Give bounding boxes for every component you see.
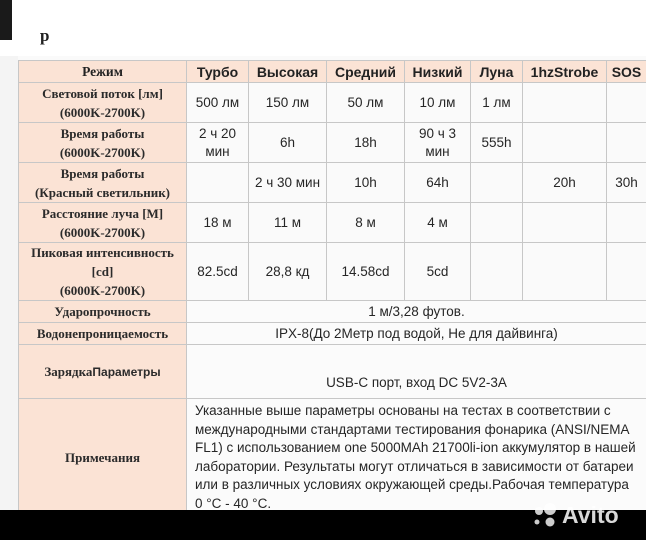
table-row	[19, 345, 646, 399]
top-band	[0, 0, 646, 56]
row-label-sub: (6000K-2700K)	[59, 104, 146, 120]
table-cell	[523, 203, 607, 243]
table-cell: 150 лм	[249, 83, 327, 123]
table-row	[19, 123, 646, 163]
dark-corner	[0, 0, 12, 40]
col-header-sos: SOS	[607, 61, 646, 83]
row-label-sub: (6000K-2700K)	[59, 144, 146, 160]
col-header-medium: Средний	[327, 61, 405, 83]
table-cell	[523, 243, 607, 301]
table-cell: 10h	[327, 163, 405, 203]
table-row	[19, 399, 646, 511]
table-cell: 5cd	[405, 243, 471, 301]
charging-label-a: Зарядка	[44, 363, 93, 379]
avito-wordmark: Avito	[562, 501, 619, 528]
table-cell: 18 м	[187, 203, 249, 243]
col-header-high: Высокая	[249, 61, 327, 83]
charging-label-b: Параметры	[92, 364, 161, 379]
table-row	[19, 203, 646, 243]
table-row	[19, 83, 646, 123]
table-row	[19, 323, 646, 345]
row-label-impact: Ударопрочность	[19, 301, 187, 323]
notes-value: Указанные выше параметры основаны на тестах в соответствии с международными стандартами тестирования фонарика (ANSI/NEMA FL1) с использованием one 5000MAh 21700li-ion аккумулятор в нашей лаборатории. Результаты могут отличаться в зависимости от батареи или в различных условиях окружающей среды.Рабочая температура 0 °C - 40 °C.	[187, 399, 646, 511]
left-margin-strip	[0, 56, 18, 510]
table-cell: 14.58cd	[327, 243, 405, 301]
col-header-turbo: Турбо	[187, 61, 249, 83]
table-cell: 10 лм	[405, 83, 471, 123]
table-cell	[471, 163, 523, 203]
table-cell: 90 ч 3 мин	[405, 123, 471, 163]
table-cell: 30h	[607, 163, 646, 203]
table-cell: 500 лм	[187, 83, 249, 123]
spec-table	[18, 60, 646, 510]
impact-value: 1 м/3,28 футов.	[187, 301, 646, 323]
table-cell: 11 м	[249, 203, 327, 243]
col-header-moon: Луна	[471, 61, 523, 83]
table-cell	[607, 203, 646, 243]
table-cell	[607, 83, 646, 123]
row-label	[19, 163, 187, 203]
col-header-low: Низкий	[405, 61, 471, 83]
table-cell	[471, 243, 523, 301]
table-cell: 6h	[249, 123, 327, 163]
charging-value: USB-C порт, вход DC 5V2-3A	[187, 345, 646, 399]
table-cell: 2 ч 30 мин	[249, 163, 327, 203]
row-label-main: Расстояние луча [M]	[41, 205, 164, 221]
table-cell: 64h	[405, 163, 471, 203]
table-cell	[471, 203, 523, 243]
spec-table-photo	[0, 56, 646, 510]
table-row	[19, 163, 646, 203]
row-label-sub: (Красный светильник)	[34, 184, 171, 200]
col-header-mode: Режим	[19, 61, 187, 83]
row-label-charging	[19, 345, 187, 399]
row-label-main: Время работы	[60, 165, 145, 181]
row-label	[19, 83, 187, 123]
table-cell	[187, 163, 249, 203]
table-cell: 20h	[523, 163, 607, 203]
row-label	[19, 243, 187, 301]
table-cell: 555h	[471, 123, 523, 163]
table-row	[19, 243, 646, 301]
table-cell: 50 лм	[327, 83, 405, 123]
row-label-sub: (6000K-2700K)	[59, 224, 146, 240]
header-row	[19, 61, 646, 83]
cropped-heading: р	[40, 26, 50, 45]
waterproof-value: IPX-8(До 2Метр под водой, Не для дайвинга)	[187, 323, 646, 345]
table-cell: 8 м	[327, 203, 405, 243]
table-cell: 1 лм	[471, 83, 523, 123]
table-cell: 4 м	[405, 203, 471, 243]
row-label-main: Световой поток [лм]	[42, 85, 163, 101]
table-cell: 18h	[327, 123, 405, 163]
row-label-notes: Примечания	[19, 399, 187, 511]
row-label-main: Время работы	[60, 125, 145, 141]
table-cell	[523, 123, 607, 163]
row-label	[19, 203, 187, 243]
row-label-sub: (6000K-2700K)	[59, 283, 146, 298]
table-cell	[523, 83, 607, 123]
avito-watermark	[530, 500, 619, 530]
row-label	[19, 123, 187, 163]
col-header-strobe: 1hzStrobe	[523, 61, 607, 83]
table-cell: 28,8 кд	[249, 243, 327, 301]
table-cell	[607, 123, 646, 163]
table-cell: 2 ч 20 мин	[187, 123, 249, 163]
row-label-waterproof: Водонепроницаемость	[19, 323, 187, 345]
table-cell	[607, 243, 646, 301]
table-row	[19, 301, 646, 323]
row-label-main: Пиковая интенсивность [cd]	[31, 245, 174, 279]
table-cell: 82.5cd	[187, 243, 249, 301]
avito-logo-icon	[530, 502, 560, 528]
